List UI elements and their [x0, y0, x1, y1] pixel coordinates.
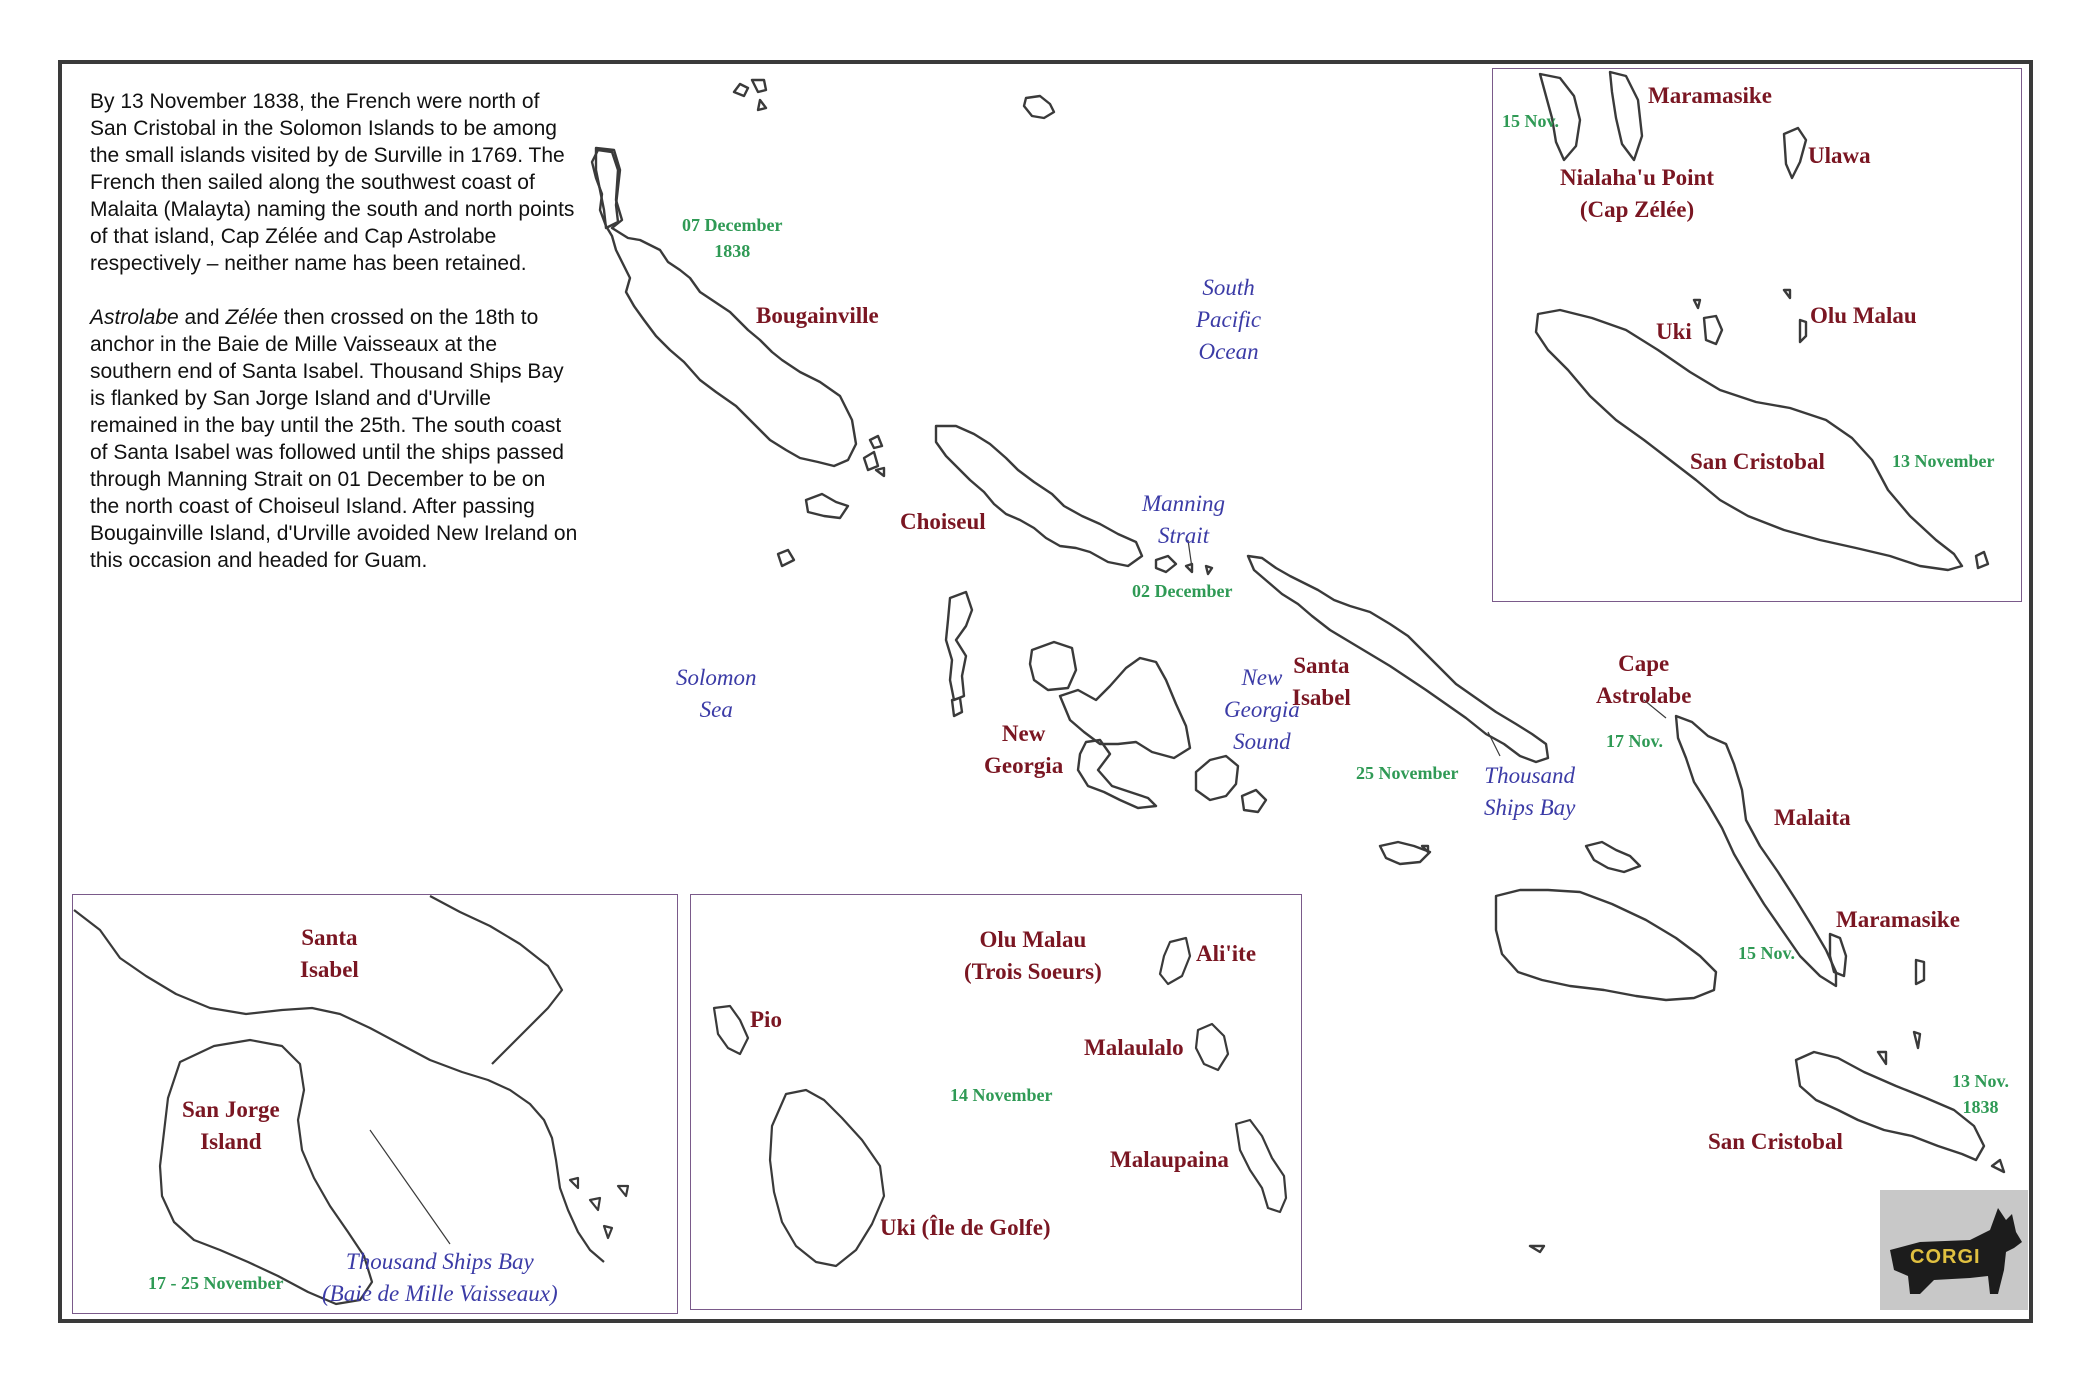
inset-tr-label-nialahau-point: Nialaha'u Point (Cap Zélée): [1560, 165, 1715, 222]
inset-tr-date-15-nov: 15 Nov.: [1502, 111, 1560, 131]
label-cape-astrolabe: Cape Astrolabe: [1596, 651, 1692, 708]
date-07-december: 07 December 1838: [682, 215, 783, 261]
inset-tr-label-san-cristobal: San Cristobal: [1690, 449, 1825, 474]
inset-tr-label-uki: Uki: [1656, 319, 1692, 344]
inset-bl-date-17-25-november: 17 - 25 November: [148, 1273, 284, 1293]
narrative-paragraph-2: Astrolabe and Zélée then crossed on the 18th to anchor in the Baie de Mille Vaisseaux at the southern end of Santa Isabel. Thousand Ships Bay is flanked by San Jorge Island and d'Urville remained in the bay until the 25th. The south coast of Santa Isabel was followed until the ships passed through Manning Strait on 01 December to be on the north coast of Choiseul Island. After passing Bougainville Island, d'Urville avoided New Ireland on this occasion and headed for Guam.: [90, 306, 578, 572]
date-15-nov: 15 Nov.: [1738, 943, 1796, 963]
inset-bm-label-malaupaina: Malaupaina: [1110, 1147, 1229, 1172]
inset-tr-label-olu-malau: Olu Malau: [1810, 303, 1917, 328]
inset-bm-label-malaulalo: Malaulalo: [1084, 1035, 1184, 1060]
label-thousand-ships-bay: Thousand Ships Bay: [1484, 763, 1576, 820]
corgi-logo: [1880, 1190, 2028, 1310]
label-new-georgia: New Georgia: [984, 721, 1064, 778]
narrative-paragraph-2-body: then crossed on the 18th to anchor in the Baie de Mille Vaisseaux at the southern end of Santa Isabel. Thousand Ships Bay is flanked by San Jorge Island and d'Urville remained in the bay until the 25th. The south coast of Santa Isabel was followed until the ships passed through Manning Strait on 01 December to be on the north coast of Choiseul Island. After passing Bougainville Island, d'Urville avoided New Ireland on this occasion and headed for Guam.: [90, 306, 578, 572]
inset-bm-date-14-november: 14 November: [950, 1085, 1053, 1105]
inset-bl-label-santa-isabel: Santa Isabel: [300, 925, 359, 982]
inset-bm-label-aliite: Ali'ite: [1196, 941, 1257, 966]
inset-bm-label-uki: Uki (Île de Golfe): [880, 1215, 1051, 1240]
inset-tr-label-ulawa: Ulawa: [1808, 143, 1871, 168]
inset-bm-label-pio: Pio: [750, 1007, 782, 1032]
logo-text: CORGI: [1910, 1246, 1981, 1268]
label-choiseul: Choiseul: [900, 509, 986, 534]
label-south-pacific-ocean: South Pacific Ocean: [1196, 275, 1262, 364]
label-santa-isabel: Santa Isabel: [1292, 653, 1351, 710]
date-02-december: 02 December: [1132, 581, 1233, 601]
inset-bm-label-olu-malau: Olu Malau (Trois Soeurs): [964, 927, 1102, 984]
label-bougainville: Bougainville: [756, 303, 879, 328]
inset-bl-label-thousand-ships-bay: Thousand Ships Bay (Baie de Mille Vaisseaux): [322, 1249, 558, 1306]
label-manning-strait: Manning Strait: [1142, 491, 1226, 548]
date-17-nov: 17 Nov.: [1606, 731, 1664, 751]
inset-tr-label-maramasike: Maramasike: [1648, 83, 1772, 108]
label-solomon-sea: Solomon Sea: [676, 665, 757, 722]
inset-bl-label-san-jorge-island: San Jorge Island: [182, 1097, 280, 1154]
narrative-text: [90, 88, 580, 601]
label-san-cristobal: San Cristobal: [1708, 1129, 1843, 1154]
label-maramasike: Maramasike: [1836, 907, 1960, 932]
label-malaita: Malaita: [1774, 805, 1851, 830]
ship-zelee: Zélée: [225, 306, 278, 329]
date-13-nov-1838: 13 Nov. 1838: [1952, 1071, 2010, 1117]
narrative-paragraph-1: By 13 November 1838, the French were north of San Cristobal in the Solomon Islands to be among the small islands visited by de Surville in 1769. The French then sailed along the southwest coast of Malaita (Malayta) naming the south and north points of that island, Cap Zélée and Cap Astrolabe respectively – neither name has been retained.: [90, 90, 575, 275]
date-25-november: 25 November: [1356, 763, 1459, 783]
ship-astrolabe: Astrolabe: [90, 306, 179, 329]
inset-top-right: [1492, 68, 2022, 602]
inset-tr-date-13-november: 13 November: [1892, 451, 1995, 471]
label-new-georgia-sound: New Georgia Sound: [1224, 665, 1300, 754]
